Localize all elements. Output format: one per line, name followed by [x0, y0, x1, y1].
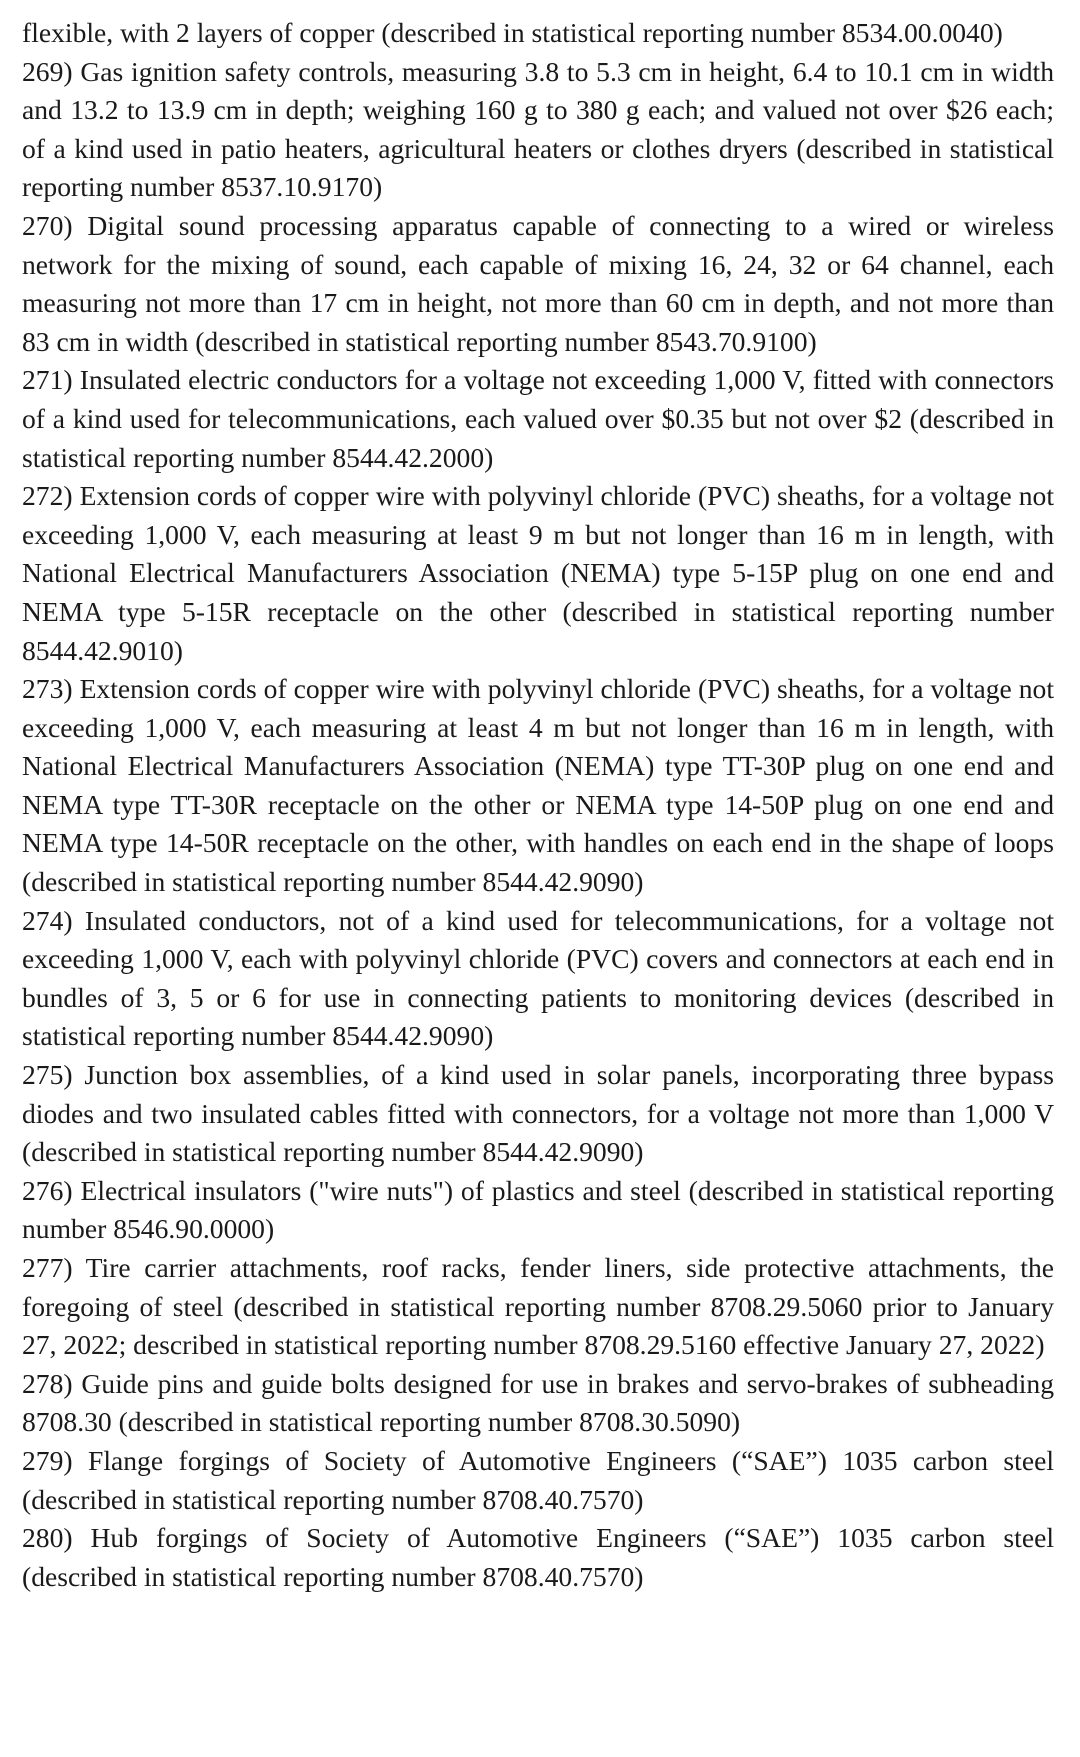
paragraph-271: 271) Insulated electric conductors for a voltage not exceeding 1,000 V, fitted with connectors of a kind used for telecommunications, each valued over $0.35 but not over $2 (described in statistical reporting number 8544.42.2000) — [22, 364, 1054, 473]
paragraph-278: 278) Guide pins and guide bolts designed for use in brakes and servo-brakes of subheading 8708.30 (described in statistical reporting number 8708.30.5090) — [22, 1367, 1054, 1438]
paragraph-272: 272) Extension cords of copper wire with polyvinyl chloride (PVC) sheaths, for a voltage not exceeding 1,000 V, each measuring at least 9 m but not longer than 16 m in length, with National Electrical Manufacturers Association (NEMA) type 5-15P plug on one end and NEMA type 5-15R receptacle on the other (described in statistical reporting number 8544.42.9010) — [22, 480, 1054, 666]
paragraph-275: 275) Junction box assemblies, of a kind used in solar panels, incorporating three bypass diodes and two insulated cables fitted with connectors, for a voltage not more than 1,000 V (described in statistical reporting number 8544.42.9090) — [22, 1059, 1054, 1168]
paragraph-270: 270) Digital sound processing apparatus capable of connecting to a wired or wireless network for the mixing of sound, each capable of mixing 16, 24, 32 or 64 channel, each measuring not more than 17 cm in height, not more than 60 cm in depth, and not more than 83 cm in width (described in statistical reporting number 8543.70.9100) — [22, 209, 1054, 357]
paragraph-279: 279) Flange forgings of Society of Automotive Engineers (“SAE”) 1035 carbon steel (described in statistical reporting number 8708.40.7570) — [22, 1444, 1054, 1515]
paragraph-274: 274) Insulated conductors, not of a kind used for telecommunications, for a voltage not exceeding 1,000 V, each with polyvinyl chloride (PVC) covers and connectors at each end in bundles of 3, 5 or 6 for use in connecting patients to monitoring devices (described in statistical reporting number 8544.42.9090) — [22, 904, 1054, 1052]
paragraph-268-continuation: flexible, with 2 layers of copper (described in statistical reporting number 8534.00.0040) — [22, 17, 1003, 48]
paragraph-280: 280) Hub forgings of Society of Automotive Engineers (“SAE”) 1035 carbon steel (described in statistical reporting number 8708.40.7570) — [22, 1522, 1054, 1592]
paragraph-273: 273) Extension cords of copper wire with polyvinyl chloride (PVC) sheaths, for a voltage not exceeding 1,000 V, each measuring at least 4 m but not longer than 16 m in length, with National Electrical Manufacturers Association (NEMA) type TT-30P plug on one end and NEMA type TT-30R receptacle on the other or NEMA type 14-50P plug on one end and NEMA type 14-50R receptacle on the other, with handles on each end in the shape of loops (described in statistical reporting number 8544.42.9090) — [22, 673, 1054, 898]
paragraph-276: 276) Electrical insulators ("wire nuts") of plastics and steel (described in statistical reporting number 8546.90.0000) — [22, 1174, 1054, 1245]
paragraph-277: 277) Tire carrier attachments, roof racks, fender liners, side protective attachments, the foregoing of steel (described in statistical reporting number 8708.29.5060 prior to January 27, 2022; described in statistical reporting number 8708.29.5160 effective January 27, 2022) — [22, 1252, 1054, 1361]
paragraph-269: 269) Gas ignition safety controls, measuring 3.8 to 5.3 cm in height, 6.4 to 10.1 cm in width and 13.2 to 13.9 cm in depth; weighing 160 g to 380 g each; and valued not over $26 each; of a kind used in patio heaters, agricultural heaters or clothes dryers (described in statistical reporting number 8537.10.9170) — [22, 55, 1054, 203]
